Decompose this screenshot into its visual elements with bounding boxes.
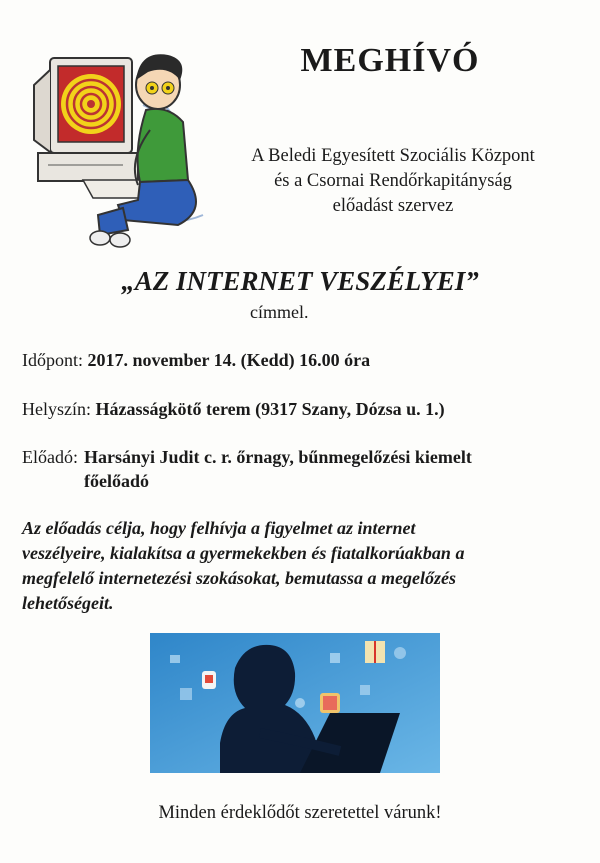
purpose-line: Az előadás célja, hogy felhívja a figyelmet az internet: [22, 518, 416, 538]
organizer-line: előadást szervez: [332, 196, 454, 216]
location-row: [22, 397, 445, 421]
page-title: MEGHÍVÓ: [300, 42, 480, 79]
event-title-suffix: címmel.: [250, 302, 309, 322]
organizers-text: [218, 144, 568, 219]
computer-user-illustration: [28, 40, 228, 250]
presenter-value-line: Harsányi Judit c. r. őrnagy, bűnmegelőzési kiemelt: [84, 447, 472, 467]
organizer-line: és a Csornai Rendőrkapitányság: [274, 171, 512, 191]
purpose-line: megfelelő internetezési szokásokat, bemutassa a megelőzés: [22, 568, 456, 588]
time-label: Időpont:: [22, 350, 83, 370]
purpose-line: veszélyeire, kialakítsa a gyermekekben és fiatalkorúakban a: [22, 543, 465, 563]
event-title: „AZ INTERNET VESZÉLYEI”: [121, 266, 479, 296]
time-row: [22, 348, 370, 372]
presenter-row: [22, 445, 582, 493]
location-label: Helyszín:: [22, 399, 91, 419]
presenter-label: Előadó:: [22, 447, 78, 467]
organizer-line: A Beledi Egyesített Szociális Központ: [251, 146, 535, 166]
laptop-silhouette-illustration: [150, 633, 440, 773]
presenter-value: [84, 445, 472, 493]
purpose-text: [22, 516, 562, 616]
time-value: 2017. november 14. (Kedd) 16.00 óra: [87, 350, 371, 370]
closing-text: Minden érdeklődőt szeretettel várunk!: [158, 803, 442, 823]
presenter-value-line: főelőadó: [84, 471, 149, 491]
purpose-line: lehetőségeit.: [22, 593, 114, 613]
location-value: Házasságkötő terem (9317 Szany, Dózsa u. 1.): [95, 399, 445, 419]
